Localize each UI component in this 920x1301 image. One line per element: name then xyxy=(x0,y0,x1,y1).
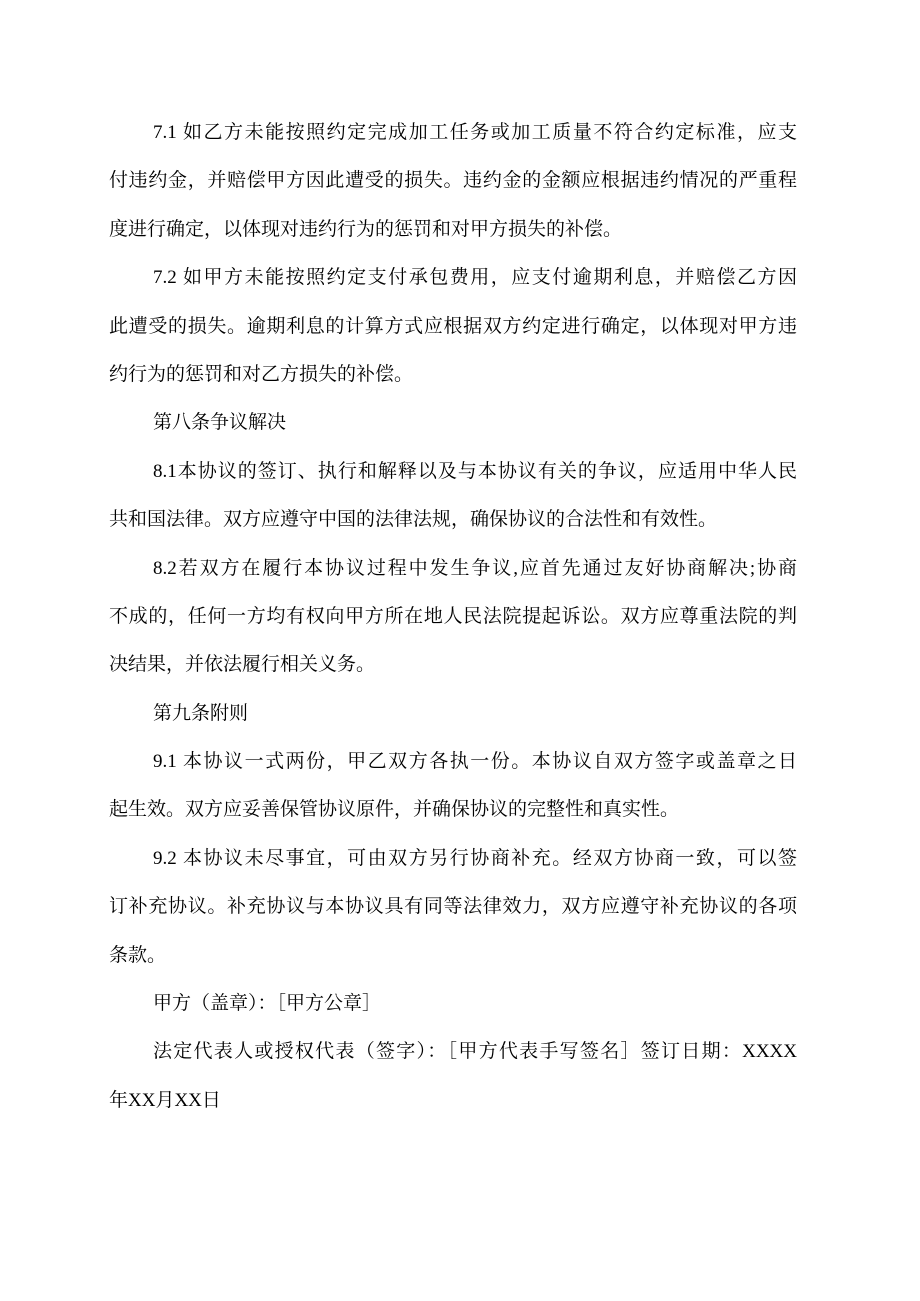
text-line: 不成的，任何一方均有权向甲方所在地人民法院提起诉讼。双方应尊重法院的判 xyxy=(109,605,797,627)
clause-8-1 xyxy=(109,448,797,545)
text-line: 甲方（盖章）：［甲方公章］ xyxy=(153,993,382,1015)
text-line: 年XX月XX日 xyxy=(109,1089,221,1111)
clause-9-1 xyxy=(109,738,797,835)
document-body xyxy=(109,109,797,1125)
text-line: 7.1 如乙方未能按照约定完成加工任务或加工质量不符合约定标准，应支 xyxy=(153,122,797,143)
signature-and-date-line xyxy=(109,1028,797,1125)
text-line: 9.1 本协议一式两份，甲乙双方各执一份。本协议自双方签字或盖章之日 xyxy=(153,751,797,773)
text-line: 决结果，并依法履行相关义务。 xyxy=(109,654,376,676)
article-8-heading xyxy=(109,399,797,447)
party-a-seal-line xyxy=(109,980,797,1028)
clause-9-2 xyxy=(109,835,797,980)
clause-7-1 xyxy=(109,109,797,254)
text-line: 条款。 xyxy=(109,944,167,966)
clause-7-2 xyxy=(109,254,797,399)
section-heading: 第八条争议解决 xyxy=(153,412,287,434)
text-line: 7.2 如甲方未能按照约定支付承包费用，应支付逾期利息，并赔偿乙方因 xyxy=(153,267,797,289)
text-line: 起生效。双方应妥善保管协议原件，并确保协议的完整性和真实性。 xyxy=(109,799,680,821)
text-line: 共和国法律。双方应遵守中国的法律法规，确保协议的合法性和有效性。 xyxy=(109,509,718,531)
text-line: 约行为的惩罚和对乙方损失的补偿。 xyxy=(109,363,414,385)
section-heading: 第九条附则 xyxy=(153,702,249,724)
text-line: 法定代表人或授权代表（签字）：［甲方代表手写签名］签订日期：XXXX xyxy=(153,1041,797,1063)
clause-8-2 xyxy=(109,545,797,690)
text-line: 8.1本协议的签订、执行和解释以及与本协议有关的争议，应适用中华人民 xyxy=(153,460,797,482)
text-line: 付违约金，并赔偿甲方因此遭受的损失。违约金的金额应根据违约情况的严重程 xyxy=(109,170,797,192)
text-line: 订补充协议。补充协议与本协议具有同等法律效力，双方应遵守补充协议的各项 xyxy=(109,896,797,918)
text-line: 9.2 本协议未尽事宜，可由双方另行协商补充。经双方协商一致，可以签 xyxy=(153,847,797,869)
text-line: 8.2若双方在履行本协议过程中发生争议,应首先通过友好协商解决;协商 xyxy=(153,557,797,579)
text-line: 度进行确定，以体现对违约行为的惩罚和对甲方损失的补偿。 xyxy=(109,218,623,240)
article-9-heading xyxy=(109,690,797,738)
text-line: 此遭受的损失。逾期利息的计算方式应根据双方约定进行确定，以体现对甲方违 xyxy=(109,315,797,337)
